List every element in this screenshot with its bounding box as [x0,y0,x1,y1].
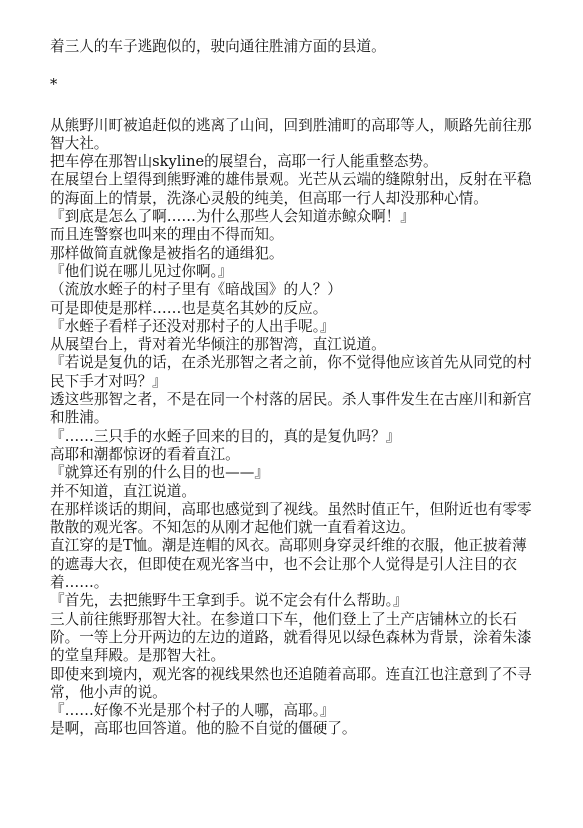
paragraph: 着三人的车子逃跑似的，驶向通往胜浦方面的县道。 [50,38,386,55]
paragraph: 那样做简直就像是被指名的通缉犯。 [50,244,284,262]
paragraph: 把车停在那智山skyline的展望台，高耶一行人能重整态势。 [50,153,438,171]
paragraph: 直江穿的是T恤。潮是连帽的风衣。高耶则身穿灵纤维的衣服，他正披着薄的遮毒大衣，但即使在观光客当中，也不会让那个人觉得是引人注目的衣着……。 [50,537,527,592]
paragraph: 透这些那智之者，不是在同一个村落的居民。杀人事件发生在古座川和新宫和胜浦。 [50,391,532,427]
paragraph: 并不知道，直江说道。 [50,482,196,500]
section-separator: * [50,76,58,94]
dialogue-line: 『水蛭子看样子还没对那村子的人出手呢。』 [50,317,335,335]
paragraph: 可是即使是那样……也是莫名其妙的反应。 [50,299,328,317]
dialogue-line: 『……好像不光是那个村子的人哪，高耶。』 [50,702,335,720]
paragraph: 从熊野川町被追赶似的逃离了山间，回到胜浦町的高耶等人，顺路先前往那智大社。 [50,116,532,152]
paragraph: 即使来到境内，观光客的视线果然也还追随着高耶。连直江也注意到了不寻常，他小声的说。 [50,665,532,701]
paragraph: 高耶和潮都惊讶的看着直江。 [50,445,240,463]
paragraph: 从展望台上，背对着光华倾注的那智湾，直江说道。 [50,336,386,354]
dialogue-line: 『到底是怎么了啊……为什么那些人会知道赤鲸众啊！』 [50,208,415,226]
dialogue-line: 『他们说在哪儿见过你啊。』 [50,262,233,280]
dialogue-line: 『……三只手的水蛭子回来的目的，真的是复仇吗？』 [50,427,401,445]
inner-thought: （流放水蛭子的村子里有《暗战国》的人？） [50,281,342,299]
dialogue-line: 『若说是复仇的话，在杀光那智之者之前，你不觉得他应该首先从同党的村民下手才对吗？』 [50,354,532,390]
dialogue-line: 『就算还有别的什么目的也——』 [50,464,269,482]
dialogue-line: 『首先，去把熊野牛王拿到手。说不定会有什么帮助。』 [50,592,408,610]
paragraph: 在那样谈话的期间，高耶也感觉到了视线。虽然时值正午，但附近也有零零散散的观光客。不知怎的从刚才起他们就一直看着这边。 [50,500,532,537]
paragraph: 是啊，高耶也回答道。他的脸不自觉的僵硬了。 [50,720,357,738]
paragraph: 在展望台上望得到熊野滩的雄伟景观。光芒从云端的缝隙射出，反射在平稳的海面上的情景，洗涤心灵般的纯美，但高耶一行人却没那种心情。 [50,171,532,207]
paragraph: 三人前往熊野那智大社。在参道口下车，他们登上了土产店铺林立的长石阶。一等上分开两边的左边的道路，就看得见以绿色森林为背景，涂着朱漆的堂皇拜殿。是那智大社。 [50,610,532,665]
paragraph: 而且连警察也叫来的理由不得而知。 [50,226,284,244]
document-page [50,38,540,739]
